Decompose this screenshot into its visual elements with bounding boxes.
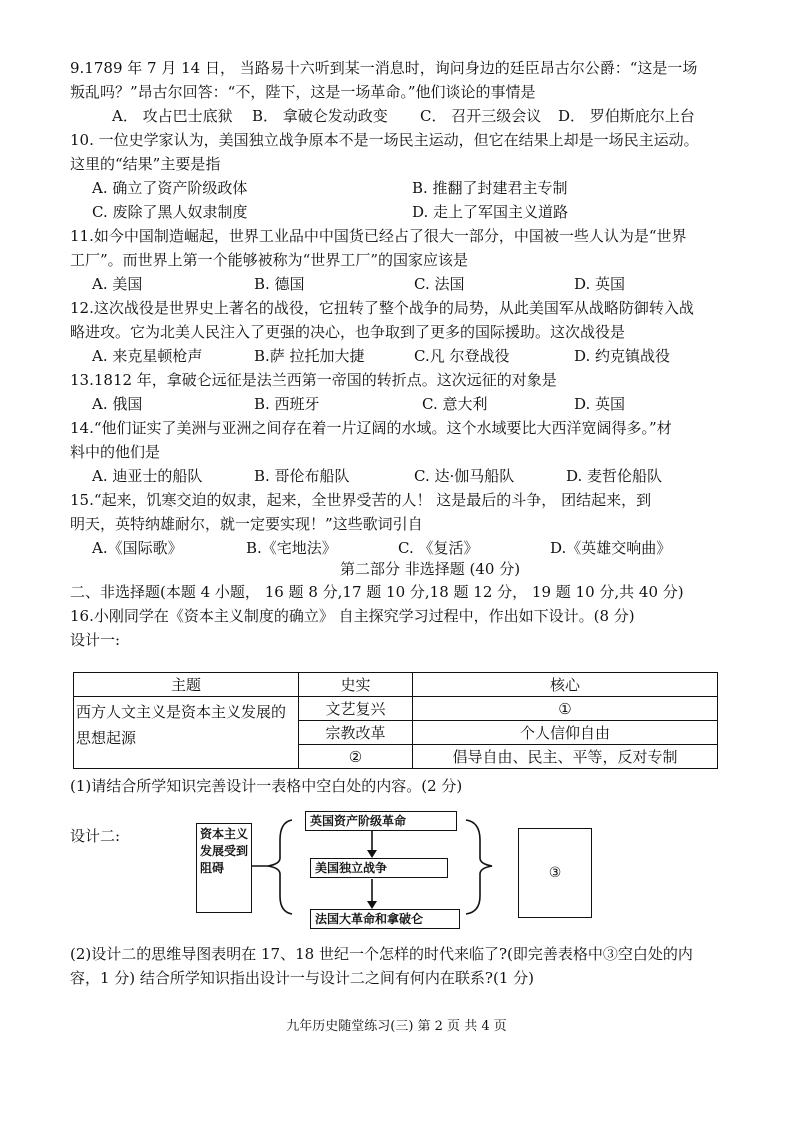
- diagram-item-1: 英国资产阶级革命: [305, 811, 457, 831]
- design2-label: 设计二:: [70, 827, 121, 845]
- q13-stem-line1: 13.1812 年，拿破仑远征是法兰西第一帝国的转折点。这次远征的对象是: [70, 371, 557, 389]
- fact-cell: 宗教改革: [299, 721, 413, 745]
- core-cell: ①: [413, 697, 718, 721]
- header-core: 核心: [413, 673, 718, 697]
- q14-option-d: D. 麦哲伦船队: [566, 467, 663, 485]
- q15-option-c: C. 《复活》: [398, 539, 479, 557]
- arrow-head-1: [367, 850, 377, 858]
- q16-intro: 16.小刚同学在《资本主义制度的确立》 自主探究学习过程中，作出如下设计。(8 分): [70, 607, 635, 625]
- q15-stem-line1: 15.“起来，饥寒交迫的奴隶，起来，全世界受苦的人！ 这是最后的斗争， 团结起来，到: [70, 491, 652, 509]
- q12-option-c: C.凡 尔登战役: [414, 347, 510, 365]
- sub-question-1: (1)请结合所学知识完善设计一表格中空白处的内容。(2 分): [70, 777, 463, 795]
- sub-question-2-line2: 容，1 分) 结合所学知识指出设计一与设计二之间有何内在联系?(1 分): [70, 969, 534, 987]
- fact-cell: 文艺复兴: [299, 697, 413, 721]
- fact-cell: ②: [299, 745, 413, 769]
- q9-option-a: A． 攻占巴士底狱: [112, 107, 233, 125]
- q9-option-b: B． 拿破仑发动政变: [252, 107, 388, 125]
- q12-option-b: B.萨 拉托加大捷: [254, 347, 365, 365]
- core-cell: 倡导自由、民主、平等，反对专制: [413, 745, 718, 769]
- diagram-left-box: 资本主义发展受到阻碍: [196, 823, 252, 913]
- q10-stem-line1: 10. 一位史学家认为，美国独立战争原本不是一场民主运动，但它在结果上却是一场民主运动。: [70, 131, 699, 149]
- q11-option-b: B. 德国: [254, 275, 305, 293]
- q12-option-a: A. 来克星顿枪声: [92, 347, 203, 365]
- design1-label: 设计一:: [70, 631, 121, 649]
- q10-option-d: D. 走上了军国主义道路: [412, 203, 569, 221]
- page-footer: 九年历史随堂练习(三) 第 2 页 共 4 页: [286, 1019, 507, 1034]
- q9-stem-line2: 叛乱吗？”昂古尔回答：“不，陛下，这是一场革命。”他们谈论的事情是: [70, 83, 536, 101]
- q10-stem-line2: 这里的“结果”主要是指: [70, 155, 221, 173]
- q12-stem-line1: 12.这次战役是世界史上著名的战役，它扭转了整个战争的局势，从此美国军从战略防御转入战: [70, 299, 694, 317]
- q13-option-b: B. 西班牙: [254, 395, 320, 413]
- header-fact: 史实: [299, 673, 413, 697]
- diagram-item-3: 法国大革命和拿破仑: [310, 909, 460, 929]
- q15-option-d: D.《英雄交响曲》: [550, 539, 672, 557]
- q14-stem-line1: 14.“他们证实了美洲与亚洲之间存在着一片辽阔的水域。这个水域要比大西洋宽阔得多。”材: [70, 419, 672, 437]
- q13-option-a: A. 俄国: [92, 395, 143, 413]
- q10-option-b: B. 推翻了封建君主专制: [412, 179, 568, 197]
- q9-option-d: D． 罗伯斯庇尔上台: [558, 107, 695, 125]
- left-brace: [268, 820, 292, 914]
- q10-option-c: C. 废除了黑人奴隶制度: [92, 203, 248, 221]
- q11-stem-line1: 11.如今中国制造崛起，世界工业品中中国货已经占了很大一部分，中国被一些人认为是“世界: [70, 227, 687, 245]
- diagram-item-2: 美国独立战争: [310, 858, 448, 878]
- theme-cell: 西方人文主义是资本主义发展的思想起源: [74, 697, 299, 769]
- diagram-blank-box: ③: [518, 828, 592, 918]
- q15-stem-line2: 明天，英特纳雄耐尔，就一定要实现！”这些歌词引自: [70, 515, 423, 533]
- q11-option-c: C. 法国: [414, 275, 465, 293]
- arrow-head-2: [367, 901, 377, 909]
- q9-option-c: C． 召开三级会议: [420, 107, 542, 125]
- q11-option-a: A. 美国: [92, 275, 143, 293]
- q11-option-d: D. 英国: [574, 275, 626, 293]
- q15-option-b: B.《宅地法》: [246, 539, 337, 557]
- header-theme: 主题: [74, 673, 299, 697]
- q14-option-c: C. 达·伽马船队: [414, 467, 515, 485]
- q13-option-c: C. 意大利: [422, 395, 488, 413]
- core-cell: 个人信仰自由: [413, 721, 718, 745]
- part2-title: 第二部分 非选择题 (40 分): [340, 560, 521, 578]
- section2-heading: 二、非选择题(本题 4 小题， 16 题 8 分,17 题 10 分,18 题 12 分， 19 题 10 分,共 40 分): [70, 583, 684, 601]
- q11-stem-line2: 工厂”。而世界上第一个能够被称为“世界工厂”的国家应该是: [70, 251, 469, 269]
- q10-option-a: A. 确立了资产阶级政体: [92, 179, 248, 197]
- q13-option-d: D. 英国: [574, 395, 626, 413]
- q12-stem-line2: 略进攻。它为北美人民注入了更强的决心，也争取到了更多的国际援助。这次战役是: [70, 323, 626, 341]
- sub-question-2-line1: (2)设计二的思维导图表明在 17、18 世纪一个怎样的时代来临了?(即完善表格中③空白处的内: [70, 945, 693, 963]
- q15-option-a: A.《国际歌》: [92, 539, 183, 557]
- right-brace: [466, 820, 492, 914]
- q14-stem-line2: 料中的他们是: [70, 443, 161, 461]
- q14-option-a: A. 迪亚士的船队: [92, 467, 203, 485]
- q9-stem-line1: 9.1789 年 7 月 14 日， 当路易十六听到某一消息时，询问身边的廷臣昂古尔公爵：“这是一场: [70, 59, 698, 77]
- q12-option-d: D. 约克镇战役: [574, 347, 671, 365]
- q14-option-b: B. 哥伦布船队: [254, 467, 350, 485]
